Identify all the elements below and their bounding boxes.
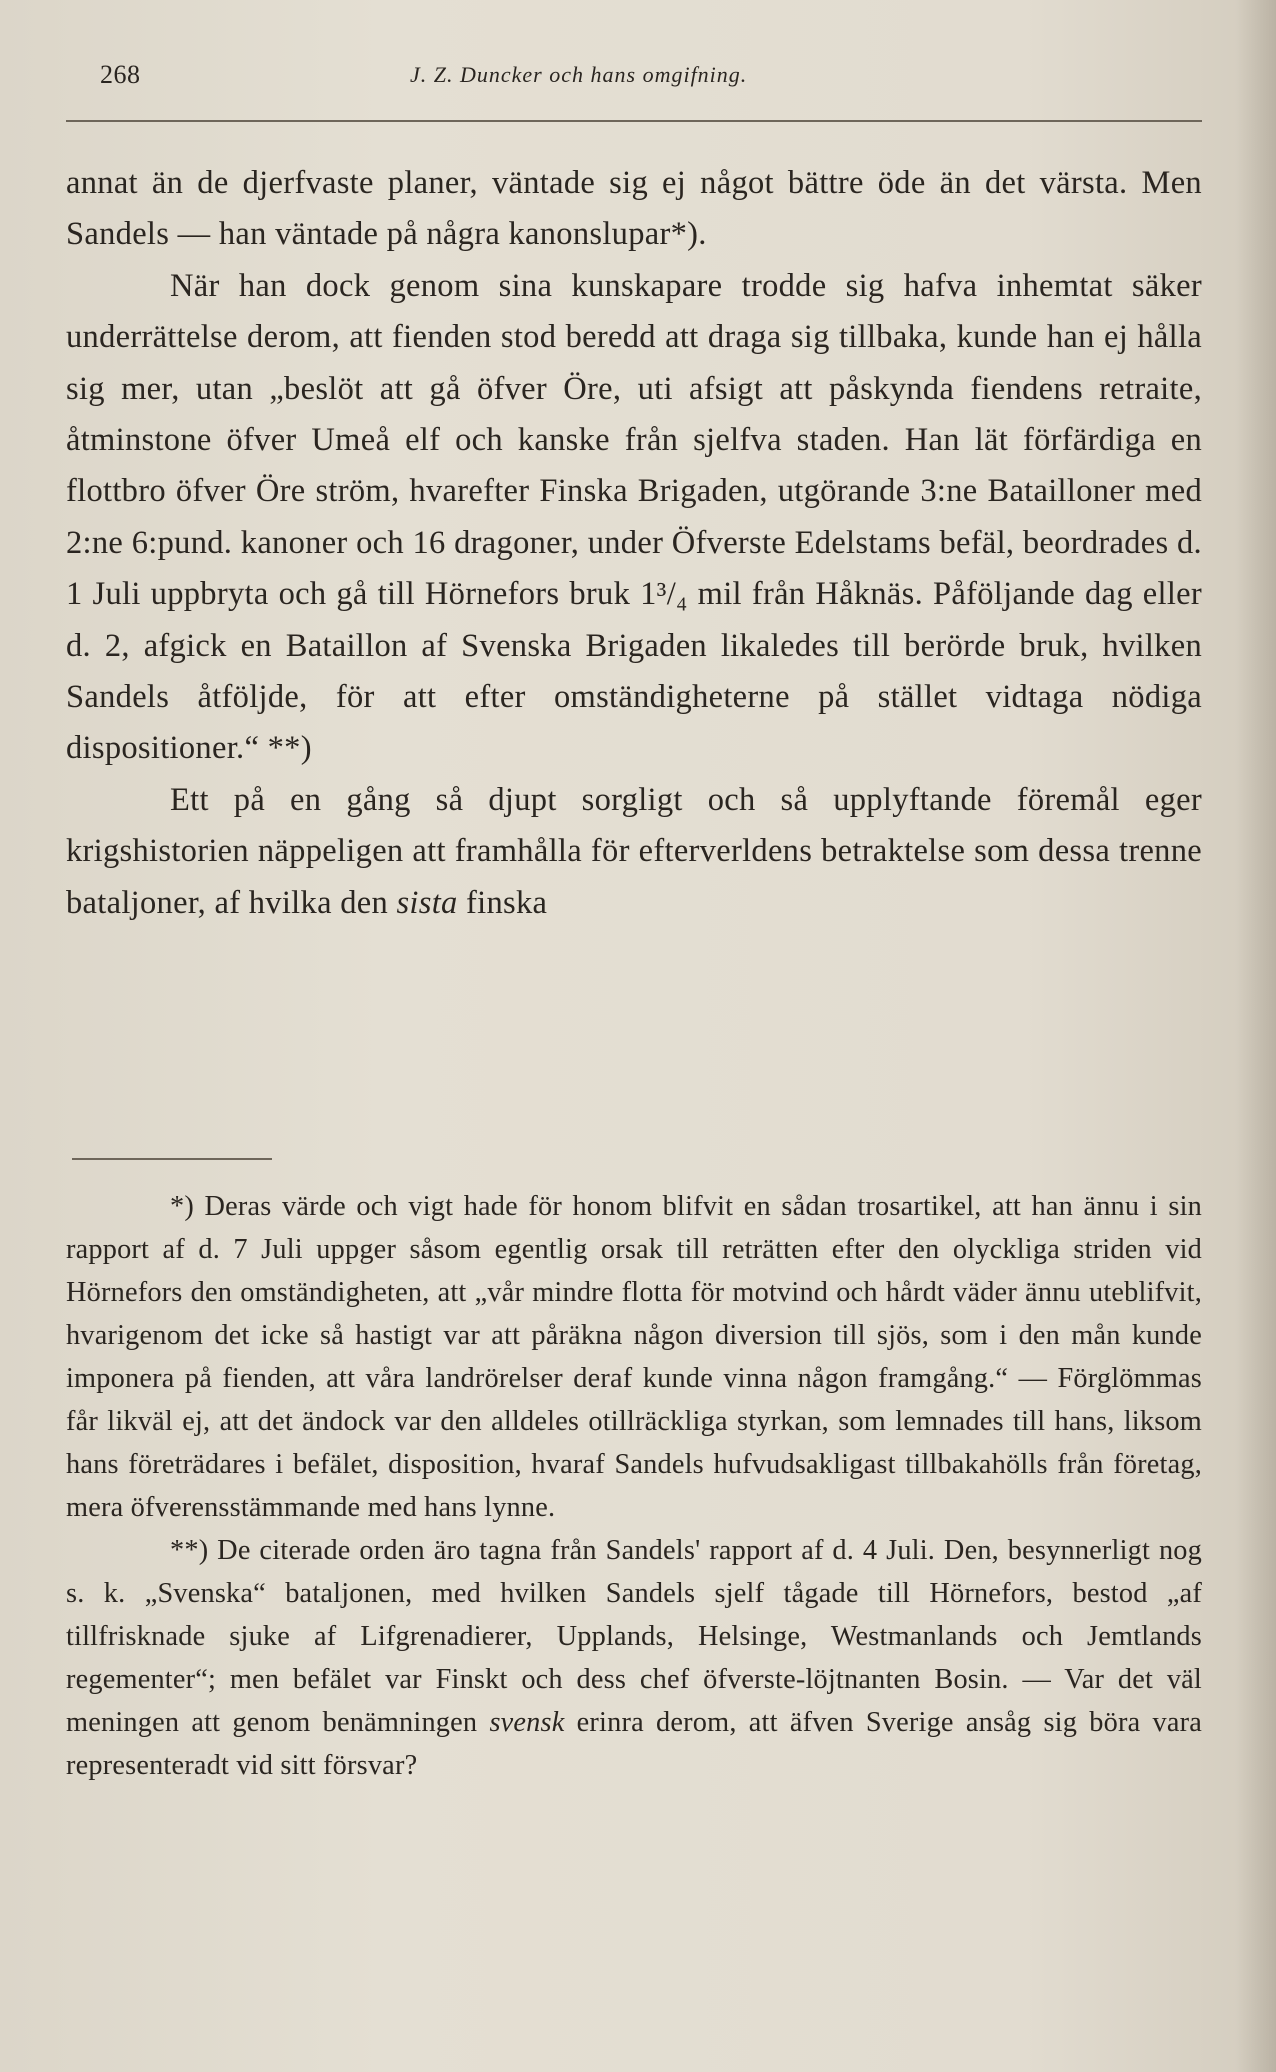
footnote-2-text: **) De citerade orden äro tagna från Sandels' rapport af d. 4 Juli. Den, besynnerligt nog s. k. „Svenska“ bataljonen, med hvilken Sandels sjelf tågade till Hörnefors, bestod „af tillfrisknade sjuke af Lifgrenadierer, Upplands, Helsinge, Westmanlands och Jemtlands regementer“; men befälet var Finskt och dess chef öfverste-löjtnanten Bosin. — Var det väl meningen att genom benämningen bbox=[66, 1535, 1202, 1738]
running-title: J. Z. Duncker och hans omgifning. bbox=[410, 62, 748, 87]
paragraph-3-emphasis: sista bbox=[396, 884, 458, 921]
main-text bbox=[66, 158, 1202, 929]
footnote-rule bbox=[72, 1158, 272, 1160]
footnotes bbox=[66, 1185, 1202, 1787]
paragraph-2: När han dock genom sina kunskapare trodde sig hafva inhemtat säker underrättelse derom, att fienden stod beredd att draga sig tillbaka, kunde han ej hålla sig mer, utan „beslöt att gå öfver Öre, uti afsigt att påskynda fiendens retraite, åtminstone öfver Umeå elf och kanske från sjelfva staden. Han lät förfärdiga en flottbro öfver Öre ström, hvarefter Finska Brigaden, utgörande 3:ne Batailloner med 2:ne 6:pund. kanoner och 16 dragoner, under Öfverste Edelstams befäl, beordrades d. 1 Juli uppbryta och gå till Hörnefors bruk 1³/₄ mil från Håknäs. Påföljande dag eller d. 2, afgick en Bataillon af Svenska Brigaden likaledes till berörde bruk, hvilken Sandels åtföljde, för att efter omständigheterne på stället vidtaga nödiga dispositioner.“ **) bbox=[66, 267, 1202, 767]
footnote-2 bbox=[66, 1529, 1202, 1787]
footnote-2-text-end: erinra derom, att äfven Sverige ansåg sig böra vara representeradt vid sitt försvar? bbox=[66, 1707, 1203, 1781]
page-number: 268 bbox=[100, 60, 141, 89]
footnote-2-emphasis: svensk bbox=[489, 1707, 565, 1738]
paragraph-3-text: Ett på en gång så djupt sorgligt och så upplyftande föremål eger krigshistorien näppeligen att framhålla för efterverldens betraktelse som dessa trenne bataljoner, af hvilka den bbox=[66, 781, 1202, 921]
page-edge-shadow bbox=[1236, 0, 1276, 2072]
header-rule bbox=[66, 120, 1202, 122]
paragraph-3 bbox=[66, 775, 1202, 929]
paragraph-1: annat än de djerfvaste planer, väntade sig ej något bättre öde än det värsta. Men Sandels — han väntade på några kanonslupar*). bbox=[66, 165, 1202, 253]
footnote-1: *) Deras värde och vigt hade för honom blifvit en sådan trosartikel, att han ännu i sin rapport af d. 7 Juli uppger såsom egentlig orsak till reträtten efter den olyckliga striden vid Hörnefors den omständigheten, att „vår mindre flotta för motvind och hårdt väder ännu uteblifvit, hvarigenom det icke så hastigt var att påräkna någon diversion till sjös, som i den mån kunde imponera på fienden, att våra landrörelser deraf kunde vinna någon framgång.“ — Förglömmas får likväl ej, att det ändock var den alldeles otillräckliga styrkan, som lemnades till hans, liksom hans företrädares i befälet, disposition, hvaraf Sandels hufvudsakligast tillbakahölls från företag, mera öfverensstämmande med hans lynne. bbox=[66, 1191, 1202, 1523]
page-header bbox=[100, 60, 1200, 100]
paragraph-3-text-end: finska bbox=[457, 884, 548, 921]
